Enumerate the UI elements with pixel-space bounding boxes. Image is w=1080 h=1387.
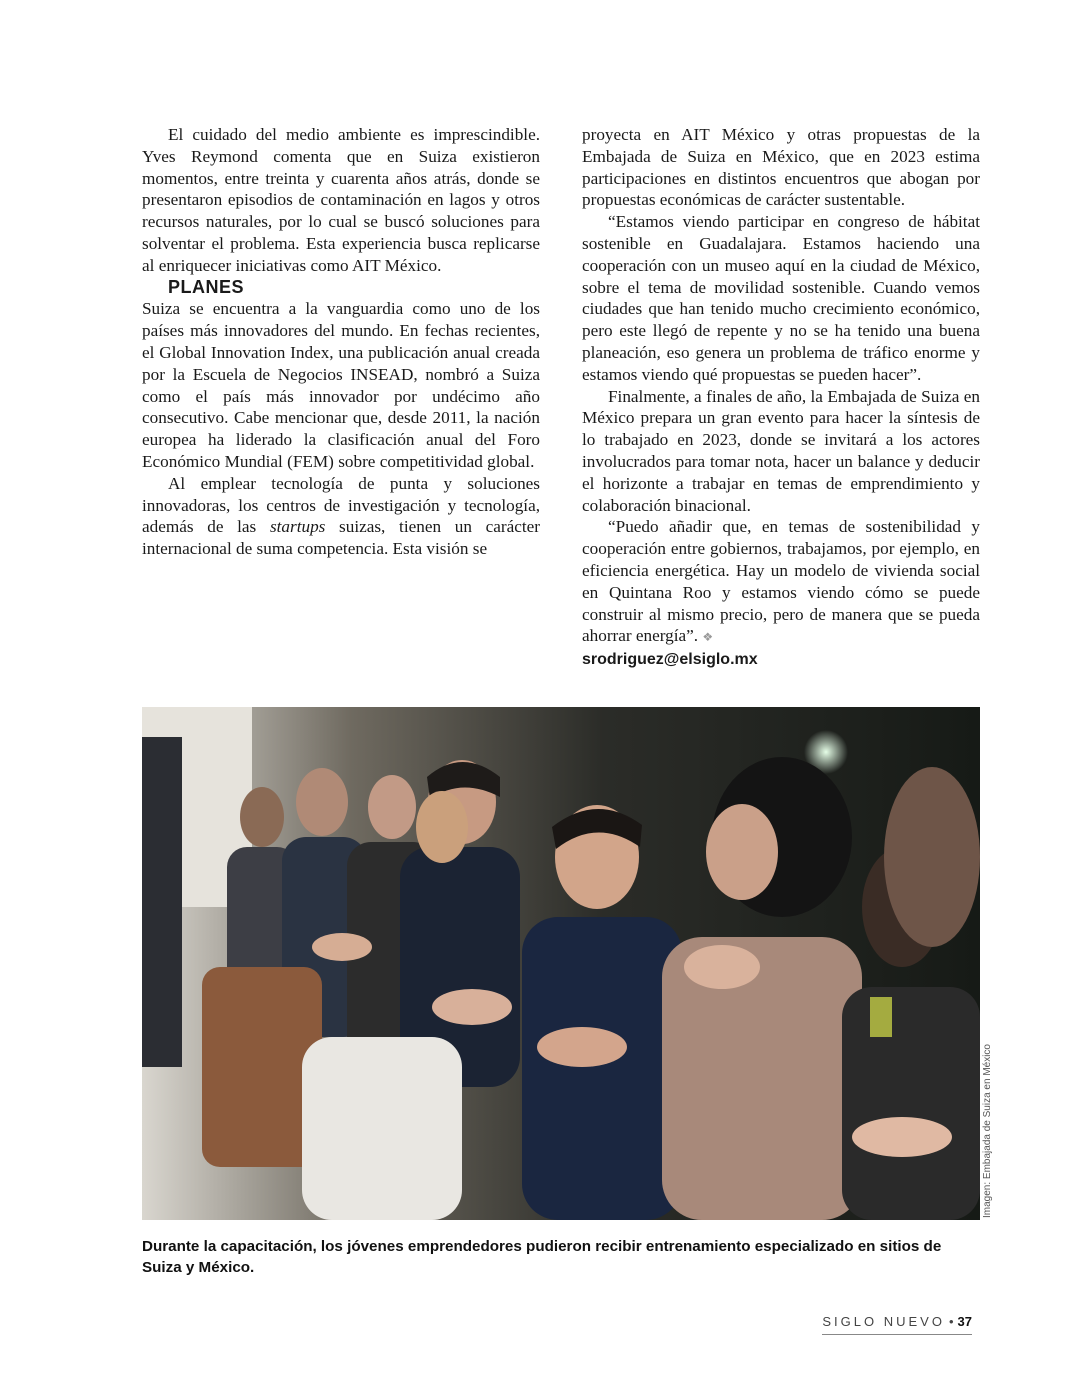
page-footer bbox=[822, 1314, 972, 1335]
photo-caption: Durante la capacitación, los jóvenes emprendedores pudieron recibir entrenamiento especializado en sitios de Suiza y México. bbox=[142, 1238, 942, 1276]
paragraph: El cuidado del medio ambiente es imprescindible. Yves Reymond comenta que en Suiza existieron momentos, entre treinta y cuarenta años atrás, donde se presentaron episodios de contaminación en lagos y otros recursos naturales, por lo cual se buscó soluciones para solventar el problema. Esta experiencia busca replicarse al enriquecer iniciativas como AIT México. bbox=[142, 125, 540, 275]
paragraph-text: Al emplear tecnología de punta y soluciones innovadoras, los centros de investigación y tecnología, además de las bbox=[142, 473, 540, 537]
paragraph bbox=[582, 516, 980, 649]
italic-term: startups bbox=[269, 517, 326, 537]
paragraph: proyecta en AIT México y otras propuestas de la Embajada de Suiza en México, que en 2023 estima participaciones en distintos encuentros que abogan por propuestas económicas de carácter sustentable. bbox=[582, 125, 980, 210]
end-mark-icon: ❖ bbox=[702, 630, 714, 645]
paragraph: Finalmente, a finales de año, la Embajada de Suiza en México prepara un gran evento para hacer la síntesis de lo trabajado en 2023, donde se invitará a los actores involucrados para tomar nota, hacer un balance y deducir el horizonte a trabajar en temas de emprendimiento y colaboración binacional. bbox=[582, 386, 980, 515]
magazine-name: SIGLO NUEVO bbox=[822, 1314, 945, 1329]
author-email[interactable]: srodriguez@elsiglo.mx bbox=[582, 651, 758, 669]
footer-separator: • bbox=[948, 1314, 954, 1329]
left-column bbox=[142, 124, 540, 560]
quote-text: “Puedo añadir que, en temas de sostenibilidad y cooperación entre gobiernos, trabajamos, por ejemplo, en eficiencia energética. Hay un modelo de vivienda social en Quintana Roo y estamos viendo cómo se puede construir al mismo precio, pero de manera que se pueda ahorrar energía”. bbox=[582, 517, 980, 646]
section-heading: PLANES bbox=[168, 276, 245, 297]
event-photo bbox=[142, 707, 980, 1220]
audience-clapping-image bbox=[142, 707, 980, 1220]
paragraph: “Estamos viendo participar en congreso de hábitat sostenible en Guadalajara. Estamos haciendo una cooperación con un museo aquí en la ciudad de México, sobre el tema de movilidad sostenible. Cuando vemos ciudades que han tenido mucho crecimiento económico, pero este llegó de repente y no se ha tenido una buena planeación, eso genera un problema de tráfico enorme y estamos viendo qué propuestas se pueden hacer”. bbox=[582, 212, 980, 384]
page-number: 37 bbox=[957, 1314, 972, 1329]
photo-credit: Imagen: Embajada de Suiza en México bbox=[982, 1044, 993, 1218]
right-column bbox=[582, 124, 980, 671]
paragraph bbox=[142, 473, 540, 560]
paragraph: Suiza se encuentra a la vanguardia como uno de los países más innovadores del mundo. En fechas recientes, el Global Innovation Index, una publicación anual creada por la Escuela de Negocios INSEAD, nombró a Suiza como el país más innovador por undécimo año consecutivo. Cabe mencionar que, desde 2011, la nación europea ha liderado la clasificación anual del Foro Económico Mundial (FEM) sobre competitividad global. bbox=[142, 299, 540, 471]
paragraph-text: suizas, tienen un carácter internacional de suma competencia. Esta visión se bbox=[142, 517, 540, 559]
